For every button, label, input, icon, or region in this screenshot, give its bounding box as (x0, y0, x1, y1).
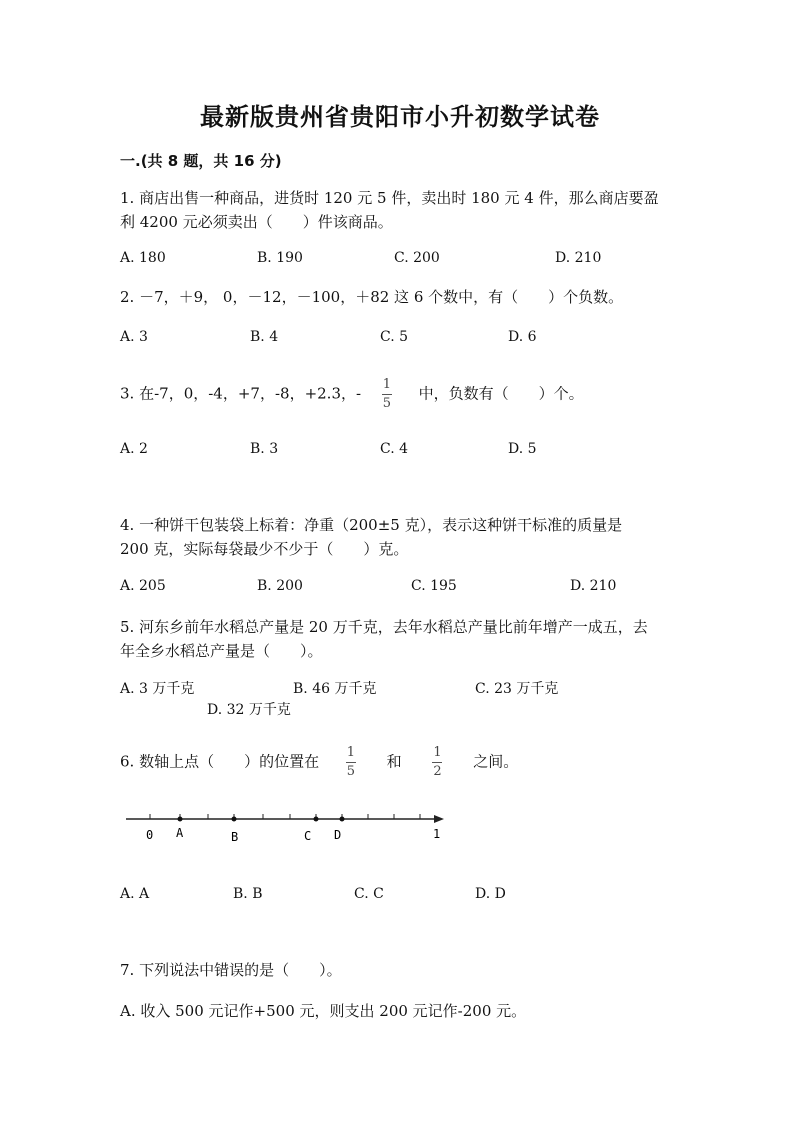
section-heading: 一.(共 8 题，共 16 分) (120, 152, 282, 170)
label-c: C (304, 829, 312, 843)
question-2-option-c: C. 5 (380, 329, 409, 345)
question-4-option-d: D. 210 (570, 578, 617, 594)
question-2-option-a: A. 3 (120, 329, 148, 345)
question-6-prefix: 6. 数轴上点（ ）的位置在 (120, 752, 320, 771)
fraction-one-half (432, 746, 442, 779)
fraction-denominator: 2 (433, 764, 442, 779)
fraction-one-fifth (382, 378, 392, 411)
question-5-option-c: C. 23 万千克 (475, 681, 559, 697)
fraction-bar (432, 762, 442, 763)
page-title: 最新版贵州省贵阳市小升初数学试卷 (200, 103, 600, 131)
question-7-option-a: A. 收入 500 元记作+500 元，则支出 200 元记作-200 元。 (120, 1002, 527, 1020)
label-1: 1 (433, 827, 441, 841)
question-3-option-d: D. 5 (508, 441, 537, 457)
point-a-dot (178, 817, 183, 822)
point-c-dot (314, 817, 319, 822)
question-6 (120, 746, 518, 779)
question-3-option-b: B. 3 (250, 441, 279, 457)
question-4-option-c: C. 195 (411, 578, 457, 594)
question-3-prefix: 3. 在-7，0，-4，+7，-8，+2.3，- (120, 384, 362, 403)
question-6-option-d: D. D (475, 886, 506, 902)
point-d-dot (340, 817, 345, 822)
question-6-suffix: 之间。 (473, 752, 519, 771)
fraction-numerator: 1 (346, 745, 356, 760)
question-4-option-b: B. 200 (257, 578, 303, 594)
question-5 (120, 615, 648, 663)
question-4 (120, 513, 622, 561)
question-6-and: 和 (386, 752, 402, 771)
question-1-option-a: A. 180 (120, 250, 166, 266)
number-line (120, 805, 460, 850)
fraction-denominator: 5 (382, 396, 391, 411)
fraction-numerator: 1 (433, 745, 442, 760)
question-1-option-c: C. 200 (394, 250, 440, 266)
question-1 (120, 186, 659, 234)
question-2: 2. －7，＋9， 0，－12，－100，＋82 这 6 个数中，有（ ）个负数。 (120, 288, 624, 306)
question-3 (120, 378, 584, 411)
label-0: 0 (146, 828, 154, 842)
question-3-option-c: C. 4 (380, 441, 409, 457)
question-1-option-b: B. 190 (257, 250, 303, 266)
question-7: 7. 下列说法中错误的是（ ）。 (120, 961, 342, 979)
question-1-line-1: 1. 商店出售一种商品，进货时 120 元 5 件，卖出时 180 元 4 件，那么商店要盈 (120, 189, 659, 207)
label-b: B (231, 830, 239, 844)
question-3-option-a: A. 2 (120, 441, 148, 457)
fraction-one-fifth (346, 746, 356, 779)
question-1-option-d: D. 210 (555, 250, 602, 266)
fraction-denominator: 5 (346, 764, 356, 779)
question-4-line-1: 4. 一种饼干包装袋上标着：净重（200±5 克），表示这种饼干标准的质量是 (120, 516, 623, 534)
fraction-numerator: 1 (382, 377, 391, 392)
fraction-bar (346, 762, 356, 763)
question-4-line-2: 200 克，实际每袋最少不少于（ ）克。 (120, 540, 409, 558)
question-6-option-b: B. B (233, 886, 263, 902)
point-b-dot (232, 817, 237, 822)
label-a: A (176, 826, 184, 840)
question-5-line-2: 年全乡水稻总产量是（ ）。 (120, 642, 323, 660)
number-line-arrow (434, 815, 444, 823)
question-3-suffix: 中，负数有（ ）个。 (418, 384, 584, 403)
label-d: D (334, 828, 342, 842)
fraction-bar (382, 394, 392, 395)
question-6-option-a: A. A (120, 886, 150, 902)
question-4-option-a: A. 205 (120, 578, 166, 594)
question-5-line-1: 5. 河东乡前年水稻总产量是 20 万千克，去年水稻总产量比前年增产一成五，去 (120, 618, 648, 636)
question-2-option-b: B. 4 (250, 329, 279, 345)
question-5-option-a: A. 3 万千克 (120, 681, 195, 697)
question-5-option-d: D. 32 万千克 (207, 702, 291, 718)
question-1-line-2: 利 4200 元必须卖出（ ）件该商品。 (120, 213, 393, 231)
question-5-option-b: B. 46 万千克 (293, 681, 377, 697)
question-2-option-d: D. 6 (508, 329, 537, 345)
question-6-option-c: C. C (354, 886, 384, 902)
